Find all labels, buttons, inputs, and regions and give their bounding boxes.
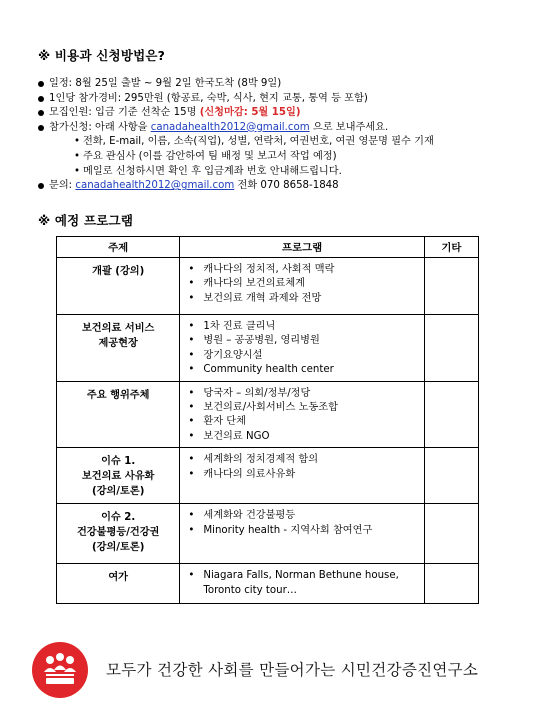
program-cell [180,258,425,315]
deadline-highlight: (신청마감: 5월 15일) [199,107,301,119]
table-row [57,381,479,448]
topic-cell [57,315,180,382]
info-item-contact [38,179,518,194]
program-item: • 장기요양시설 [188,349,420,363]
column-header-program: 프로그램 [180,237,425,258]
topic-line: (강의/토론) [91,542,145,554]
info-list [38,77,518,194]
contact-phone: 전화 070 8658-1848 [234,180,339,192]
bullet-icon [38,125,44,131]
info-item-schedule [38,77,518,92]
topic-line: 개괄 (강의) [92,266,145,277]
note-cell [424,448,478,504]
program-item: • Niagara Falls, Norman Bethune house, Toronto city tour… [188,569,420,598]
program-item: • 보건의료 개혁 과제와 전망 [188,292,420,306]
table-header-row [57,237,479,258]
program-item: • 캐나다의 보건의료체계 [188,277,420,291]
program-cell [180,381,425,448]
email-link[interactable]: canadahealth2012@gmail.com [150,121,310,133]
topic-line: 주요 행위주체 [86,389,150,401]
topic-cell [57,381,180,448]
program-item: • 세계화와 건강불평등 [188,509,420,523]
bullet-icon [38,183,44,189]
contact-email-link[interactable]: canadahealth2012@gmail.com [75,180,235,192]
column-header-note: 기타 [424,237,478,258]
table-row [57,258,479,315]
info-item-recruit [38,106,518,121]
info-text: 참가신청: 아래 사항을 [49,121,151,133]
info-item-cost [38,92,518,107]
program-item: • 당국자 – 의회/정부/정당 [188,387,420,401]
topic-line: (강의/토론) [91,486,145,498]
program-item: • 병원 – 공공병원, 영리병원 [188,334,420,348]
section-title-cost: ※ 비용과 신청방법은? [38,48,166,63]
note-cell [424,381,478,448]
sub-list-container [38,135,518,179]
sub-list [38,135,518,179]
program-cell [180,315,425,382]
program-item: • 세계화의 정치경제적 함의 [188,453,420,467]
program-cell [180,564,425,604]
program-item: • 환자 단체 [188,415,420,429]
topic-cell [57,504,180,564]
table-row [57,315,479,382]
topic-line: 보건의료 사유화 [81,471,155,483]
program-item: • 캐나다의 의료사유화 [188,468,420,482]
info-item-apply [38,121,518,136]
contact-label: 문의: [49,180,76,192]
organization-logo [32,642,88,698]
bullet-icon [38,81,44,87]
topic-line: 이슈 2. [101,512,136,524]
bullet-icon [38,110,44,116]
note-cell [424,258,478,315]
section-title-program: ※ 예정 프로그램 [38,213,134,228]
info-text: 모집인원: 입금 기준 선착순 15명 [49,107,200,119]
program-item: • 보건의료 NGO [188,430,420,444]
program-cell [180,448,425,504]
program-table [56,236,479,604]
program-item: • 캐나다의 정치적, 사회적 맥락 [188,263,420,277]
note-cell [424,504,478,564]
topic-line: 보건의료 서비스 [81,323,155,334]
logo-figures-icon [32,642,88,698]
program-item: • Minority health - 지역사회 참여연구 [188,524,420,538]
sub-item: • 메일로 신청하시면 확인 후 입금계좌 번호 안내해드립니다. [74,165,518,180]
info-text: 1인당 참가경비: 295만원 (항공료, 숙박, 식사, 현지 교통, 통역 등 포함) [49,92,368,104]
sub-item: • 전화, E-mail, 이름, 소속(직업), 성별, 연락처, 여권번호, 여권 영문명 필수 기재 [74,135,518,150]
topic-cell [57,448,180,504]
info-text: 일정: 8월 25일 출발 ~ 9월 2일 한국도착 (8박 9일) [49,78,282,89]
table-row [57,564,479,604]
program-item: • 1차 진료 클리닉 [188,320,420,334]
note-cell [424,315,478,382]
topic-cell [57,564,180,604]
program-item: • Community health center [188,363,420,377]
topic-line: 제공현장 [98,338,138,349]
topic-line: 건강불평등/건강권 [76,527,160,539]
column-header-topic: 주제 [57,237,180,258]
topic-line: 여가 [108,572,129,584]
topic-cell [57,258,180,315]
note-cell [424,564,478,604]
table-row [57,504,479,564]
bullet-icon [38,96,44,102]
footer-slogan: 모두가 건강한 사회를 만들어가는 시민건강증진연구소 [106,661,479,679]
program-item: • 보건의료/사회서비스 노동조합 [188,401,420,415]
info-text: 으로 보내주세요. [309,121,389,133]
table-row [57,448,479,504]
program-cell [180,504,425,564]
topic-line: 이슈 1. [101,456,136,468]
sub-item: • 주요 관심사 (이를 감안하여 팀 배정 및 보고서 작업 예정) [74,150,518,165]
